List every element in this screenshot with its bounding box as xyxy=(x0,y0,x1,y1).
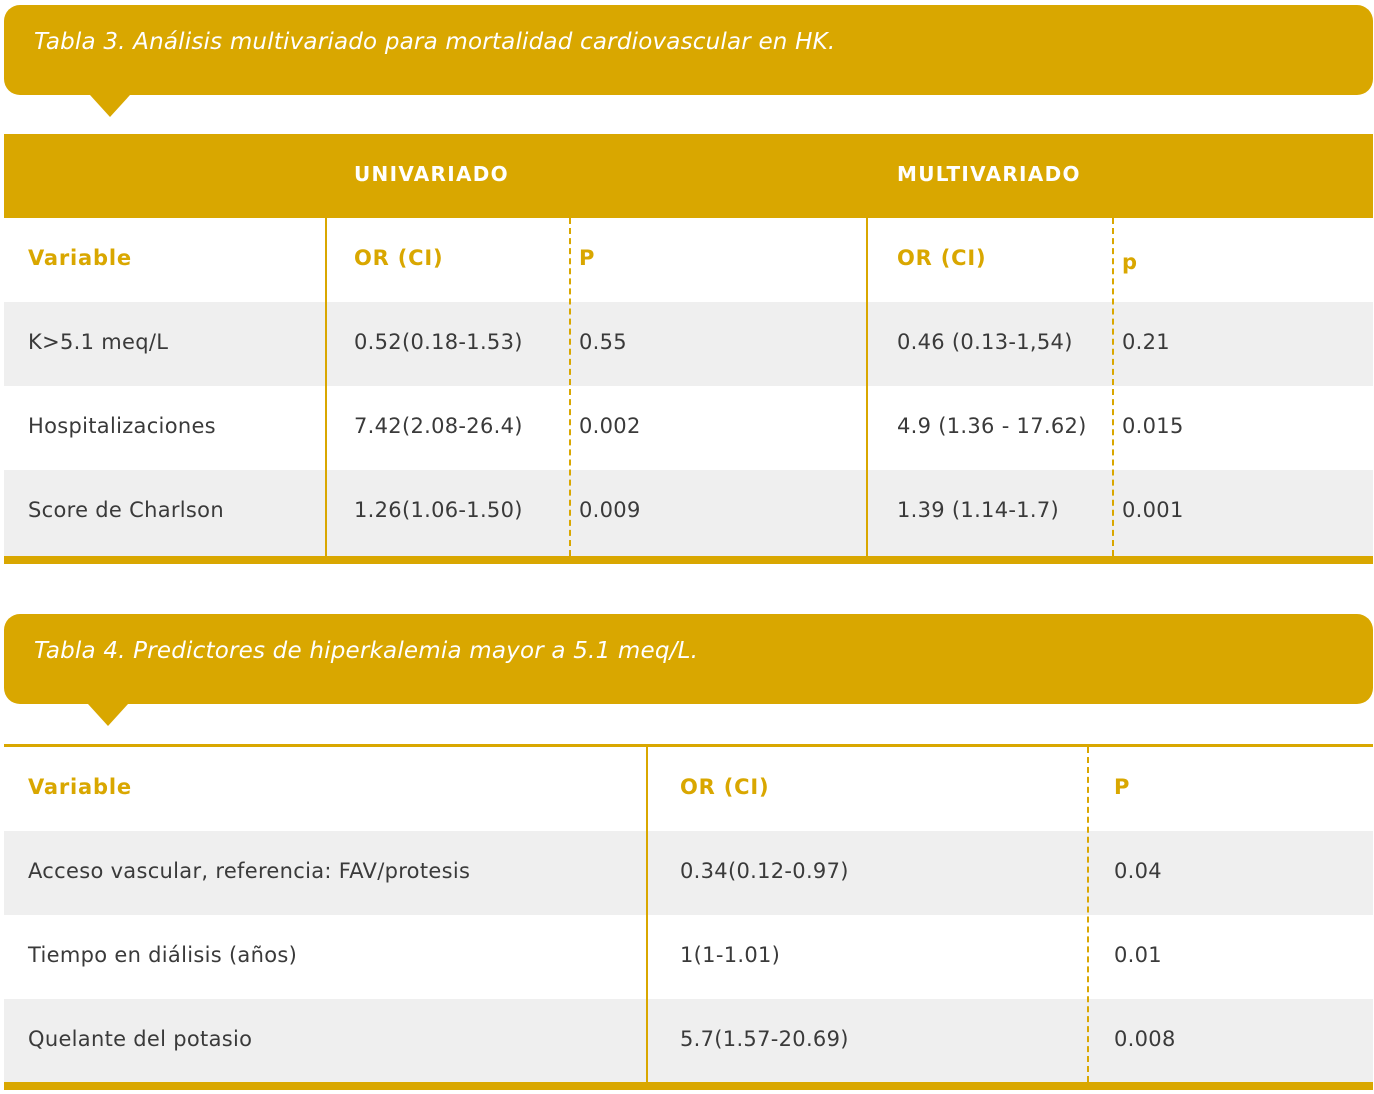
cell-uni-or: 7.42(2.08-26.4) xyxy=(354,414,523,438)
cell-p: 0.008 xyxy=(1114,1027,1176,1051)
cell-multi-or: 1.39 (1.14-1.7) xyxy=(897,498,1060,522)
cell-uni-or: 1.26(1.06-1.50) xyxy=(354,498,523,522)
cell-or: 0.34(0.12-0.97) xyxy=(680,859,849,883)
cell-uni-or: 0.52(0.18-1.53) xyxy=(354,330,523,354)
cell-or: 5.7(1.57-20.69) xyxy=(680,1027,849,1051)
cell-variable: Hospitalizaciones xyxy=(28,414,216,438)
table4-caption-pointer xyxy=(88,704,128,726)
cell-variable: Score de Charlson xyxy=(28,498,224,522)
table4-divider xyxy=(646,747,648,1082)
table3-divider xyxy=(325,218,327,556)
col-multi-p: p xyxy=(1122,250,1138,274)
cell-variable: Acceso vascular, referencia: FAV/protesis xyxy=(28,859,471,883)
cell-variable: K>5.1 meq/L xyxy=(28,330,169,354)
group-univariado: UNIVARIADO xyxy=(354,162,509,186)
col-multi-or: OR (CI) xyxy=(897,246,987,270)
col-or: OR (CI) xyxy=(680,775,770,799)
table4-caption-banner xyxy=(4,614,1373,704)
table3-divider xyxy=(569,218,571,556)
table3-group-header xyxy=(4,134,1373,218)
cell-p: 0.04 xyxy=(1114,859,1162,883)
table-row xyxy=(4,915,1373,999)
cell-variable: Tiempo en diálisis (años) xyxy=(28,943,298,967)
col-uni-p: P xyxy=(579,246,596,270)
cell-or: 1(1-1.01) xyxy=(680,943,781,967)
table4-column-header-row xyxy=(4,747,1373,831)
table3-caption-pointer xyxy=(90,95,130,117)
table4-divider xyxy=(1087,747,1089,1082)
cell-multi-p: 0.001 xyxy=(1122,498,1184,522)
cell-variable: Quelante del potasio xyxy=(28,1027,253,1051)
cell-p: 0.01 xyxy=(1114,943,1162,967)
col-uni-or: OR (CI) xyxy=(354,246,444,270)
col-variable: Variable xyxy=(28,246,132,270)
cell-multi-or: 4.9 (1.36 - 17.62) xyxy=(897,414,1087,438)
table3-caption-banner xyxy=(4,5,1373,95)
table3-column-header-row xyxy=(4,218,1373,302)
table4-caption: Tabla 4. Predictores de hiperkalemia mayor a 5.1 meq/L. xyxy=(34,638,699,664)
col-variable: Variable xyxy=(28,775,132,799)
table3-divider xyxy=(866,218,868,556)
cell-uni-p: 0.009 xyxy=(579,498,641,522)
table4-bottom-rule xyxy=(4,1082,1373,1090)
table-row xyxy=(4,302,1373,386)
cell-multi-p: 0.21 xyxy=(1122,330,1170,354)
cell-uni-p: 0.002 xyxy=(579,414,641,438)
cell-uni-p: 0.55 xyxy=(579,330,627,354)
cell-multi-p: 0.015 xyxy=(1122,414,1184,438)
table3-bottom-rule xyxy=(4,556,1373,564)
table-row xyxy=(4,386,1373,470)
cell-multi-or: 0.46 (0.13-1,54) xyxy=(897,330,1073,354)
table-row xyxy=(4,470,1373,556)
table-row xyxy=(4,831,1373,915)
group-multivariado: MULTIVARIADO xyxy=(897,162,1081,186)
col-p: P xyxy=(1114,775,1131,799)
table-row xyxy=(4,999,1373,1082)
table3-caption: Tabla 3. Análisis multivariado para mortalidad cardiovascular en HK. xyxy=(34,29,836,55)
table3-divider xyxy=(1112,218,1114,556)
